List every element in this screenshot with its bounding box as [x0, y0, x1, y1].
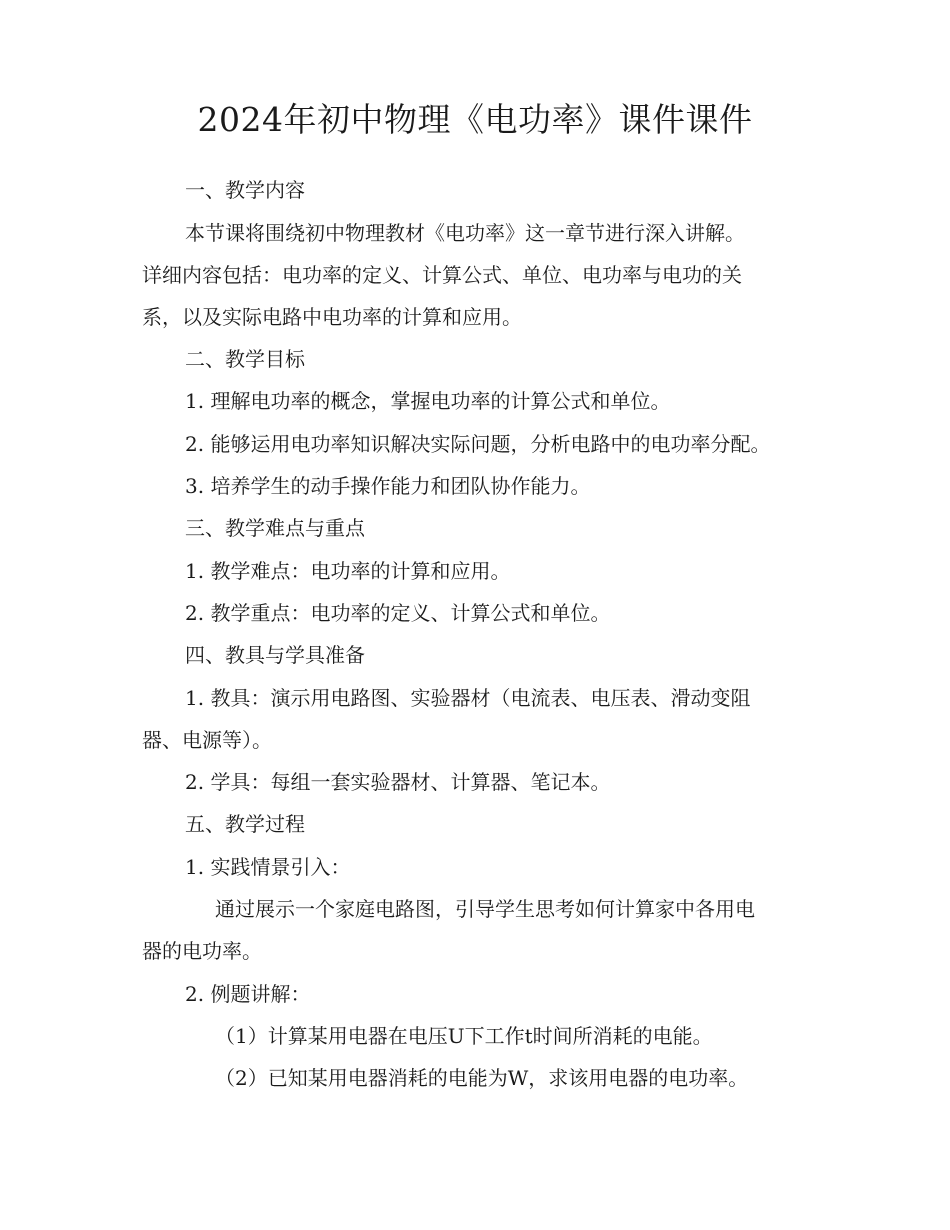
section-heading-process: 五、教学过程: [185, 812, 305, 836]
list-item-continuation: 器、电源等）。: [142, 728, 272, 752]
list-item: 2. 教学重点：电功率的定义、计算公式和单位。: [185, 601, 611, 625]
section-heading-difficulties: 三、教学难点与重点: [185, 516, 365, 540]
section-heading-teaching-content: 一、教学内容: [185, 178, 305, 202]
list-item: 2. 例题讲解：: [185, 982, 311, 1006]
paragraph-line: 系，以及实际电路中电功率的计算和应用。: [142, 305, 522, 329]
list-item: 3. 培养学生的动手操作能力和团队协作能力。: [185, 474, 591, 498]
list-item: 2. 学具：每组一套实验器材、计算器、笔记本。: [185, 770, 611, 794]
paragraph-line: 器的电功率。: [142, 939, 262, 963]
paragraph-line: 通过展示一个家庭电路图，引导学生思考如何计算家中各用电: [215, 897, 755, 921]
document-title: 2024年初中物理《电功率》课件课件: [197, 100, 753, 139]
list-item: 1. 教具：演示用电路图、实验器材（电流表、电压表、滑动变阻: [185, 686, 751, 710]
list-item: 1. 理解电功率的概念，掌握电功率的计算公式和单位。: [185, 389, 671, 413]
list-item: 1. 实践情景引入：: [185, 855, 351, 879]
list-item: 1. 教学难点：电功率的计算和应用。: [185, 559, 511, 583]
paragraph-line: 本节课将围绕初中物理教材《电功率》这一章节进行深入讲解。: [185, 221, 745, 245]
sub-list-item: （1）计算某用电器在电压U下工作t时间所消耗的电能。: [215, 1024, 713, 1048]
paragraph-line: 详细内容包括：电功率的定义、计算公式、单位、电功率与电功的关: [142, 263, 742, 287]
sub-list-item: （2）已知某用电器消耗的电能为W，求该用电器的电功率。: [215, 1066, 749, 1090]
section-heading-teaching-goals: 二、教学目标: [185, 347, 305, 371]
section-heading-materials: 四、教具与学具准备: [185, 643, 365, 667]
list-item: 2. 能够运用电功率知识解决实际问题，分析电路中的电功率分配。: [185, 432, 771, 456]
